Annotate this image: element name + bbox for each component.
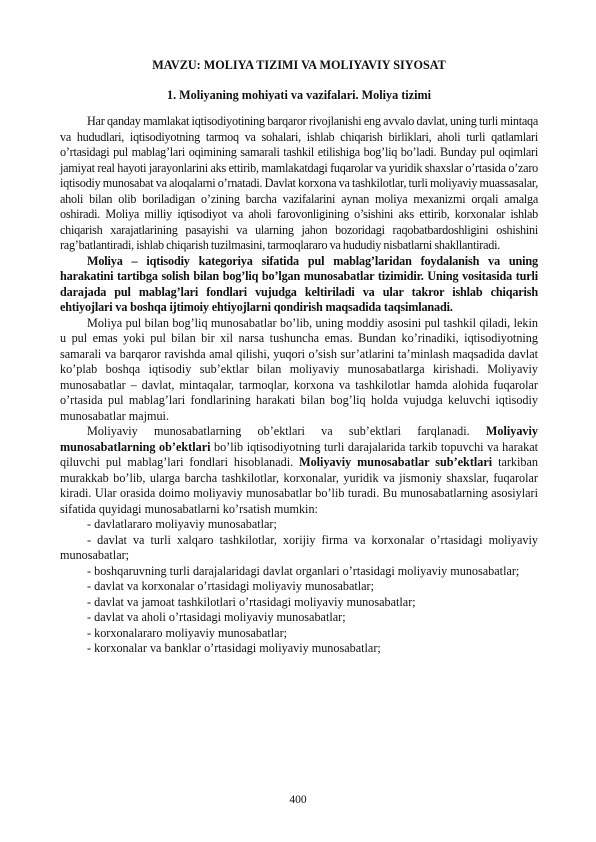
term-subjects: Moliyaviy munosabatlar sub’ektlari (299, 455, 493, 469)
section-heading: 1. Moliyaning mohiyati va vazifalari. Moliya tizimi (166, 87, 432, 102)
list-item: - korxonalararo moliyaviy munosabatlar; (87, 625, 288, 640)
document-page (60, 58, 538, 657)
list-item: - davlat va jamoat tashkilotlari o’rtasidagi moliyaviy munosabatlar; (87, 594, 416, 609)
paragraph-intro: Har qanday mamlakat iqtisodiyotining barqaror rivojlanishi eng avvalo davlat, uning turli mintaqa va hududlari, iqtisodiyotning tarmoq va sohalari, ishlab chiqarish birliklari, aholi turli qatlamlari o’rtasidagi pul mablag’lari oqimining samarali tashkil etilishiga bog’liq bo’ladi. Bunday pul oqimlari jamiyat real hayoti jarayonlarini aks ettirib, mamlakatdagi fuqarolar va yuridik shaxslar o’rtasida o’zaro iqtisodiy munosabat va aloqalarni o’rnatadi. Davlat korxona va tashkilotlar, turli moliyaviy muassasalar, aholi bilan olib boriladigan o’zining barcha vazifalarini aynan moliya mexanizmi orqali amalga oshiradi. Moliya milliy iqtisodiyot va aholi farovonligining o’sishini aks ettirib, korxonalar ishlab chiqarish xarajatlarining pasayishi va ularning jahon bozoridagi raqobatbardoshligini oshishini rag’batlantiradi, ishlab chiqarish tuzilmasini, tarmoqlararo va hududiy nisbatlarni shakllantiradi. (60, 114, 538, 252)
list-item: - korxonalar va banklar o’rtasidagi moliyaviy munosabatlar; (87, 641, 381, 655)
list-item: - davlat va aholi o’rtasidagi moliyaviy munosabatlar; (87, 610, 346, 624)
term-objects: Moliyaviy munosabatlarning ob’ektlari (60, 424, 538, 454)
paragraph-money-relations: Moliya pul bilan bog’liq munosabatlar bo’lib, uning moddiy asosini pul tashkil qiladi, lekin u pul emas yoki pul bilan bir xil narsa tushuncha emas. Bundan ko’rinadiki, iqtisodiyotning samarali va barqaror ravishda amal qilishi, yuqori o’sish sur’atlarini ta’minlash maqsadida davlat ko’plab boshqa iqtisodiy sub’ektlar bilan moliyaviy munosabatlarga kirishadi. Moliyaviy munosabatlar – davlat, mintaqalar, tarmoqlar, korxona va tashkilotlar hamda alohida fuqarolar o’rtasida pul mablag’lari fondlarining harakati bilan bog’liq holda vujudga keluvchi iqtisodiy munosabatlar majmui. (60, 315, 538, 423)
list-item: - davlatlararo moliyaviy munosabatlar; (87, 517, 277, 531)
text-run: tarkiban murakkab bo’lib, ularga barcha tashkilotlar, korxonalar, yuridik va jismoniy shaxslar, fuqarolar kiradi. Ular orasida doimo moliyaviy munosabatlar bo’lib turadi. Bu munosabatlarning asosiylari sifatida quyidagi munosabatlarni ko’rsatish mumkin: (60, 455, 538, 516)
relations-list (60, 517, 538, 657)
paragraph-objects-subjects (60, 424, 538, 517)
text-run: bo’lib iqtisodiyotning turli darajalarida tarkib topuvchi va harakat qiluvchi pul mablag’lari fondlari hisoblanadi. (60, 439, 539, 469)
list-item: - boshqaruvning turli darajalaridagi davlat organlari o’rtasidagi moliyaviy munosabatlar; (87, 563, 520, 578)
text-run: Moliyaviy munosabatlarning ob’ektlari va sub’ektlari farqlanadi. (87, 424, 486, 438)
paragraph-definition: Moliya – iqtisodiy kategoriya sifatida pul mablag’laridan foydalanish va uning harakatini tartibga solish bilan bog’liq bo’lgan munosabatlar tizimidir. Uning vositasida turli darajada pul mablag’lari fondlari vujudga keltiriladi va ular takror ishlab chiqarish ehtiyojlari va boshqa ijtimoiy ehtiyojlarni qondirish maqsadida taqsimlanadi. (60, 253, 538, 314)
list-item: - davlat va turli xalqaro tashkilotlar, xorijiy firma va korxonalar o’rtasidagi moliyaviy munosabatlar; (60, 532, 538, 562)
page-number: 400 (289, 794, 307, 806)
list-item: - davlat va korxonalar o’rtasidagi moliyaviy munosabatlar; (87, 579, 374, 593)
document-title: MAVZU: MOLIYA TIZIMI VA MOLIYAVIY SIYOSAT (152, 58, 446, 72)
